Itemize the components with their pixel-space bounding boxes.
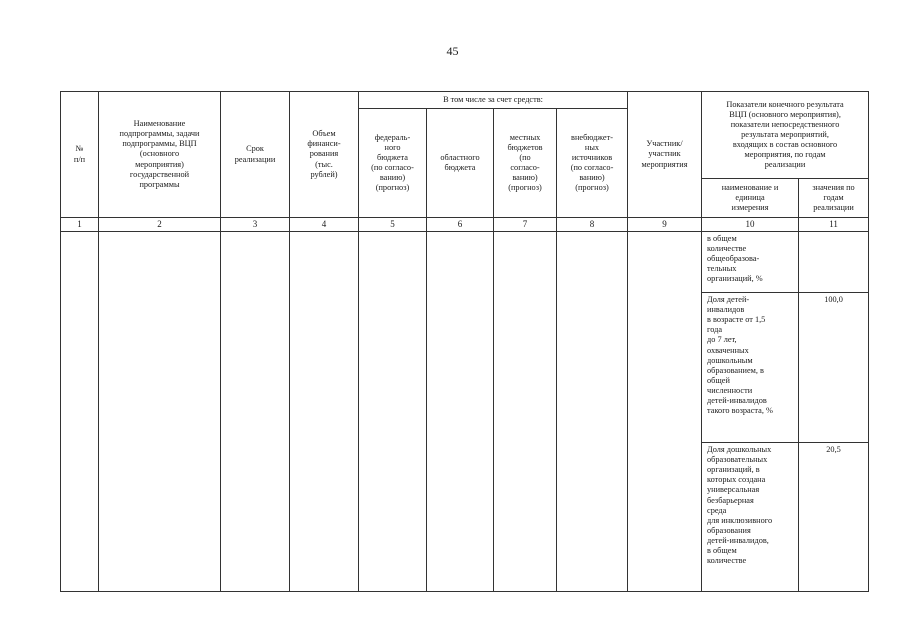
program-table — [60, 91, 869, 592]
header-volume: Объем финанси- рования (тыс. рублей) — [290, 92, 359, 218]
column-number: 7 — [494, 218, 557, 232]
header-extrabudget: внебюджет- ных источников (по согласо- ванию) (прогноз) — [557, 109, 628, 218]
body-cell — [628, 232, 702, 592]
body-cell — [99, 232, 221, 592]
body-cell — [221, 232, 290, 592]
body-cell — [359, 232, 427, 592]
header-regional: областного бюджета — [427, 109, 494, 218]
column-number: 10 — [702, 218, 799, 232]
column-number: 9 — [628, 218, 702, 232]
indicator-value-cell: 20,5 — [799, 443, 869, 592]
indicator-value-cell: 100,0 — [799, 293, 869, 443]
column-number: 6 — [427, 218, 494, 232]
header-including: В том числе за счет средств: — [359, 92, 628, 109]
body-cell — [557, 232, 628, 592]
column-number: 8 — [557, 218, 628, 232]
indicator-value-cell — [799, 232, 869, 293]
header-num: № п/п — [61, 92, 99, 218]
column-number: 4 — [290, 218, 359, 232]
body-cell — [61, 232, 99, 592]
column-number: 1 — [61, 218, 99, 232]
header-federal: федераль- ного бюджета (по согласо- ванию) (прогноз) — [359, 109, 427, 218]
column-number: 11 — [799, 218, 869, 232]
body-cell — [427, 232, 494, 592]
header-name: Наименование подпрограммы, задачи подпрограммы, ВЦП (основного мероприятия) государственной программы — [99, 92, 221, 218]
column-number-row — [61, 218, 869, 232]
body-cell — [290, 232, 359, 592]
header-indicator-values: значения по годам реализации — [799, 179, 869, 218]
body-cell — [494, 232, 557, 592]
column-number: 5 — [359, 218, 427, 232]
column-number: 3 — [221, 218, 290, 232]
header-term: Срок реализации — [221, 92, 290, 218]
header-row-1 — [61, 92, 869, 109]
indicator-name-cell: Доля дошкольных образовательных организаций, в которых создана универсальная безбарьерная среда для инклюзивного образования детей-инвалидов, в общем количестве — [702, 443, 799, 592]
header-participant: Участник/ участник мероприятия — [628, 92, 702, 218]
indicator-name-cell: в общем количестве общеобразова- тельных организаций, % — [702, 232, 799, 293]
indicator-name-cell: Доля детей- инвалидов в возрасте от 1,5 года до 7 лет, охваченных дошкольным образованием, в общей численности детей-инвалидов такого возраста, % — [702, 293, 799, 443]
header-indicator-name: наименование и единица измерения — [702, 179, 799, 218]
header-local: местных бюджетов (по согласо- ванию) (прогноз) — [494, 109, 557, 218]
header-indicators: Показатели конечного результата ВЦП (основного мероприятия), показатели непосредственного результата мероприятий, входящих в состав основного мероприятия, по годам реализации — [702, 92, 869, 179]
table-row — [61, 232, 869, 293]
column-number: 2 — [99, 218, 221, 232]
page-number: 45 — [446, 44, 459, 58]
